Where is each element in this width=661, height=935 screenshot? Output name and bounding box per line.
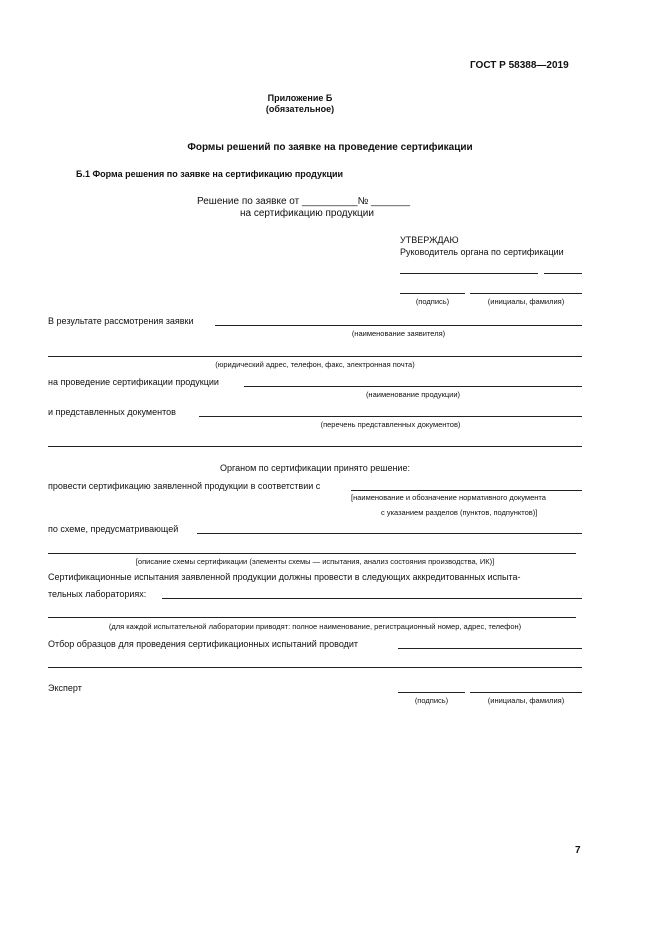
address-caption: (юридический адрес, телефон, факс, электронная почта) xyxy=(215,360,415,369)
conduct-label: провести сертификацию заявленной продукции в соответствии с xyxy=(48,481,321,491)
approval-signature-line[interactable] xyxy=(400,293,465,294)
address-field[interactable] xyxy=(48,356,582,357)
annex-subtitle: (обязательное) xyxy=(265,104,335,114)
expert-name-line[interactable] xyxy=(470,692,582,693)
applicant-caption: (наименование заявителя) xyxy=(351,329,446,338)
documents-caption: (перечень представленных документов) xyxy=(320,420,461,429)
sampling-field-continued[interactable] xyxy=(48,667,582,668)
scheme-label: по схеме, предусматривающей xyxy=(48,524,179,534)
expert-label: Эксперт xyxy=(48,683,82,693)
decision-line-2: на сертификацию продукции xyxy=(240,208,374,219)
document-code: ГОСТ Р 58388—2019 xyxy=(470,60,569,71)
documents-label: и представленных документов xyxy=(48,407,176,417)
documents-field[interactable] xyxy=(199,416,582,417)
product-field[interactable] xyxy=(244,386,582,387)
approve-label: УТВЕРЖДАЮ xyxy=(400,235,459,245)
approval-name-caption: (инициалы, фамилия) xyxy=(487,297,565,306)
laboratories-caption: (для каждой испытательной лаборатории приводят: полное наименование, регистрационный номер, адрес, телефон) xyxy=(108,622,522,631)
section-title: Формы решений по заявке на проведение сертификации xyxy=(187,142,473,153)
normative-document-field[interactable] xyxy=(351,490,582,491)
expert-signature-caption: (подпись) xyxy=(414,696,449,705)
page-number: 7 xyxy=(575,845,581,856)
laboratories-field[interactable] xyxy=(162,598,582,599)
approval-field-line-a[interactable] xyxy=(400,273,538,274)
decision-heading: Органом по сертификации принято решение: xyxy=(220,463,410,473)
approval-name-line[interactable] xyxy=(470,293,582,294)
tests-line-2: тельных лабораториях: xyxy=(48,589,147,599)
tests-line-1: Сертификационные испытания заявленной продукции должны провести в следующих аккредитованных испыта- xyxy=(48,572,521,582)
expert-signature-line[interactable] xyxy=(398,692,465,693)
subsection-title: Б.1 Форма решения по заявке на сертификацию продукции xyxy=(76,169,344,179)
sampling-label: Отбор образцов для проведения сертификационных испытаний проводит xyxy=(48,639,359,649)
head-label: Руководитель органа по сертификации xyxy=(400,247,564,257)
decision-line-1: Решение по заявке от __________№ _______ xyxy=(197,196,411,207)
annex-title: Приложение Б xyxy=(267,93,333,103)
expert-name-caption: (инициалы, фамилия) xyxy=(487,696,565,705)
applicant-field[interactable] xyxy=(215,325,582,326)
scheme-caption: [описание схемы сертификации (элементы схемы — испытания, анализ состояния производства, ИК)] xyxy=(135,557,495,566)
product-label: на проведение сертификации продукции xyxy=(48,377,219,387)
scheme-field[interactable] xyxy=(197,533,582,534)
review-label: В результате рассмотрения заявки xyxy=(48,316,194,326)
conduct-caption-1: [наименование и обозначение нормативного документа xyxy=(351,493,546,502)
product-caption: (наименование продукции) xyxy=(365,390,461,399)
approval-signature-caption: (подпись) xyxy=(415,297,450,306)
documents-field-continued[interactable] xyxy=(48,446,582,447)
sampling-field[interactable] xyxy=(398,648,582,649)
conduct-caption-2: с указанием разделов (пунктов, подпунктов)] xyxy=(381,508,538,517)
scheme-field-continued[interactable] xyxy=(48,553,576,554)
laboratories-field-continued[interactable] xyxy=(48,617,576,618)
approval-field-line-b[interactable] xyxy=(544,273,582,274)
